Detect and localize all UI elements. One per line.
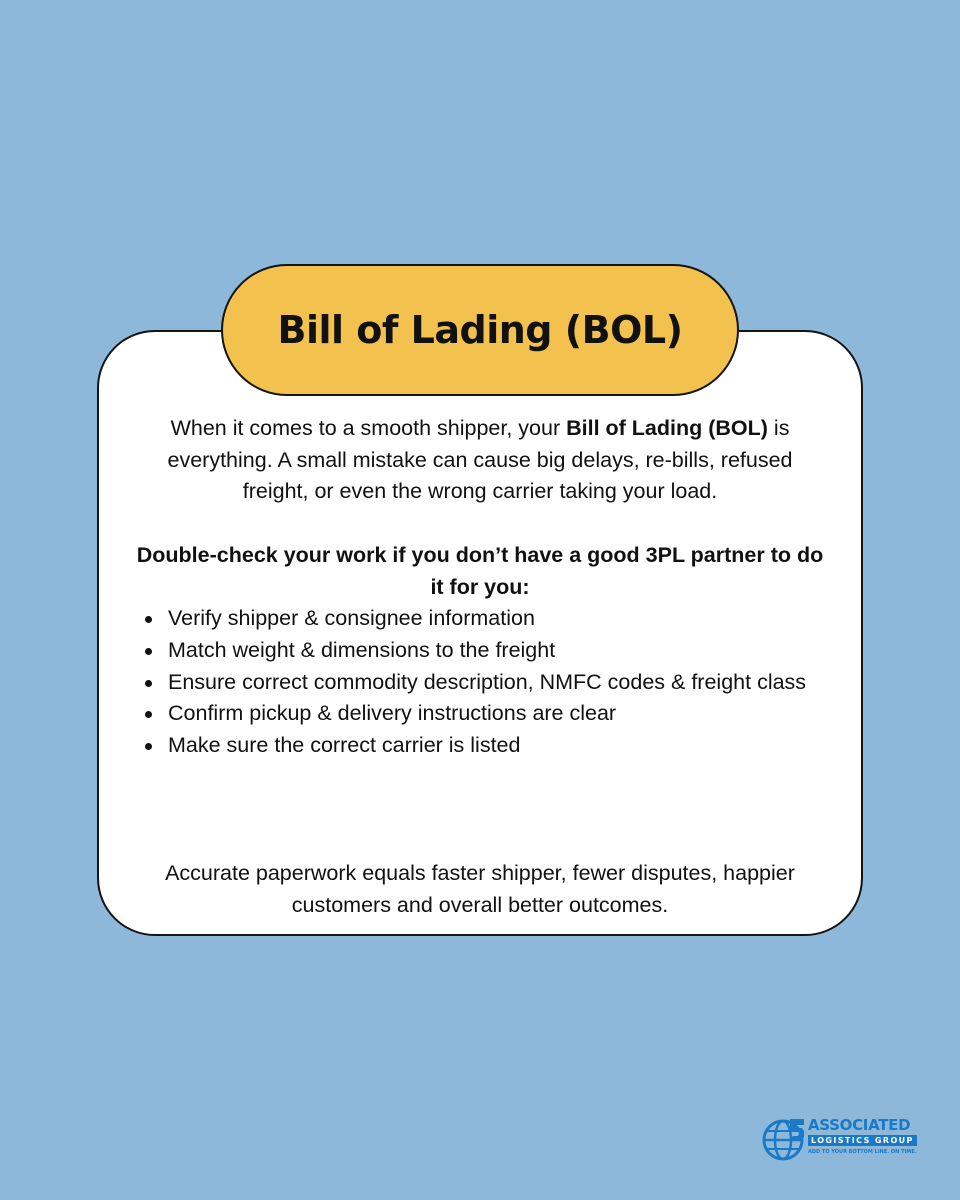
page-title: Bill of Lading (BOL): [277, 308, 683, 352]
intro-text-end: is everything. A small mistake can cause big delays, re-bills, refused freight, or even the wrong carrier taking your load.: [167, 416, 793, 503]
intro-text-start: When it comes to a smooth shipper, your: [170, 416, 567, 440]
checklist-item: Match weight & dimensions to the freight: [142, 635, 822, 667]
logo-name: ASSOCIATED: [808, 1116, 911, 1134]
closing-paragraph: Accurate paperwork equals faster shipper, fewer disputes, happier customers and overall better outcomes.: [165, 861, 795, 917]
globe-icon: [760, 1116, 806, 1162]
logo-subtitle: LOGISTICS GROUP: [808, 1135, 917, 1146]
checklist: [142, 603, 822, 762]
checklist-item: Make sure the correct carrier is listed: [142, 730, 822, 762]
intro-paragraph: [140, 413, 820, 508]
checklist-item: Confirm pickup & delivery instructions are clear: [142, 698, 822, 730]
checklist-heading: Double-check your work if you don’t have a good 3PL partner to do it for you:: [136, 543, 824, 599]
logo-tagline: ADD TO YOUR BOTTOM LINE. ON TIME.: [808, 1149, 917, 1155]
intro-bold-term: Bill of Lading (BOL): [566, 416, 768, 440]
checklist-item: Verify shipper & consignee information: [142, 603, 822, 635]
title-pill: [221, 264, 739, 396]
company-logo: [760, 1116, 920, 1164]
checklist-item: Ensure correct commodity description, NMFC codes & freight class: [142, 667, 822, 699]
